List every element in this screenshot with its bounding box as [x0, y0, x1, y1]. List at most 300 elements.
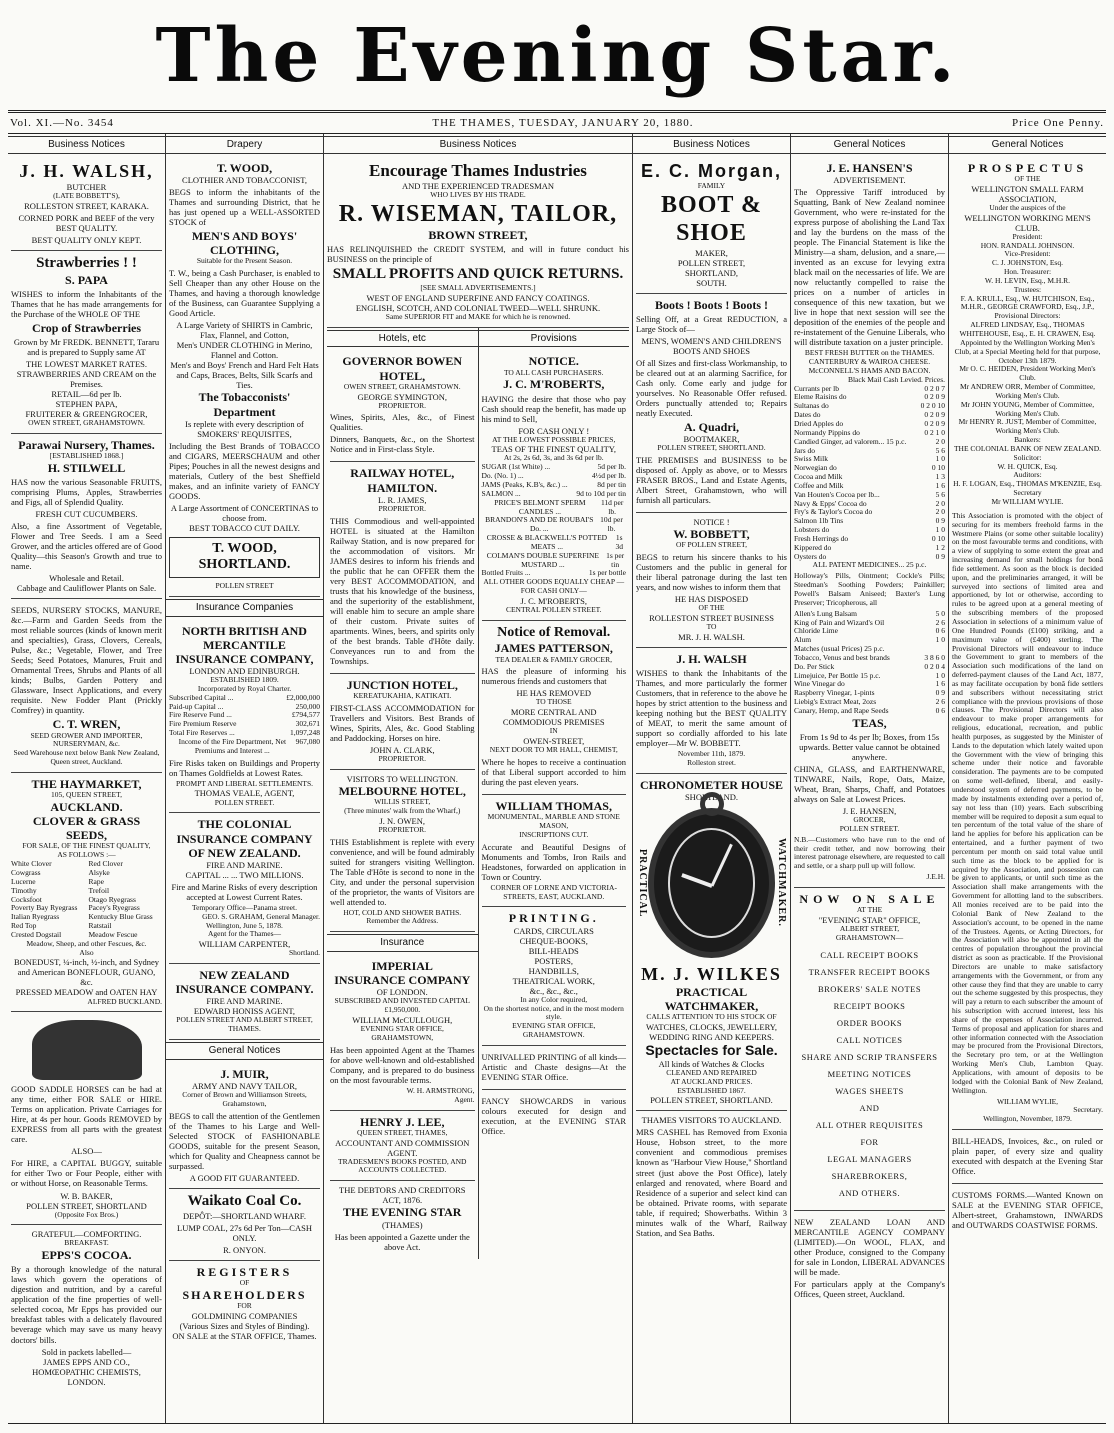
ad-line: MR. J. H. WALSH.	[678, 631, 745, 642]
price-item: Kippered do	[794, 542, 832, 552]
seed-item: Red Clover	[88, 859, 123, 869]
seed-item: Lucerne	[11, 876, 36, 886]
ad-junction-hotel	[330, 674, 475, 770]
column-4	[633, 134, 791, 1423]
ad-line: OF	[239, 1277, 250, 1287]
ad-line: Shortland.	[288, 948, 320, 958]
section-heading: Insurance Companies	[166, 599, 323, 617]
ad-line: GEO. S. GRAHAM, General Manager.	[202, 911, 320, 921]
ad-text: This Association is promoted with the object of securing for its members freehold farms in the Westmere Plains (or some other suitable locality) on the most favourable terms and conditions, with a view of supplying to some extent the great and increasing demand for small holdings for bonâ fide settlement. As soon as the block is decided upon, and the preliminaries arranged, it will be surveyed into sections of limited area and apportioned, by lot or otherwise, according to rules to be agreed upon at a general meeting of the subscribing members of the proposed Association in selections of a minimum value of One Hundred Pounds (£100) striking, and a maximum value of (£400) sterling. The Provisional Directors will endeavour to induce the Government to grant to members of the Association such modifications of the land on deferred-payment clauses of the Land Act, 1877, as may facilitate occupation by bonâ fide settlers and subscribers without necessitating strict compliance with the previous provisions of those clauses. The Provisional Directors will also endeavour to make proper arrangements for religious, educational, recreation, and public health purposes, as suggested by the Minister of Lands to the deputation which lately waited upon the Government with the view of bringing this scheme under their notice and favorable consideration. The payments are to be computed on some well-defined, liberal, and easily-understood system of deferred payments, to be made by instalments extending over a period of, say not less than (10) years. Each subscribing member will be required to deposit a sum equal to ten percentum of the total value of the share of land he applies for before his application can be entertained, and a further payment of two percentum per month on said total value until such time as the block to be applied for is acquired by the Association, and possession can be given to applicants, or until such time as the Association shall make arrangements with the Government for allotting land to the subscribers. All monies received are to be paid into the Colonial Bank of New Zealand to the Association's account, to be opened in the name of the Trustees. Agents, or Acting Directors, for the Association will also be appointed in all the centres of population throughout the provincial district as soon as practicable. If the Provisional Directors are unable to make satisfactory arrangements with the Government, or from any other cause they find that they are unable to carry out the scheme suggested by this prospectus, they will pay a return to each subscriber the amount of his subscription with accrued interest, less his share of the expenses of Association incurred. Terms of proposal and application for shares and other information connected with the Association may be procured from the Provisional Directors, the Secretary pro tem, or at the Wellington Working Men's Club, Lambton Quay. Applications, with amount of deposits to be lodged with the Colonial Bank of New Zealand, Wellington.	[952, 510, 1103, 1095]
ad-mcroberts	[482, 350, 627, 620]
ad-governor-bowen	[330, 350, 475, 462]
ad-line: L. R. JAMES,	[378, 494, 427, 505]
ad-line: BROWN STREET,	[428, 228, 528, 243]
ad-title: Waikato Coal Co.	[187, 1192, 302, 1209]
ad-line: (THAMES)	[381, 1219, 423, 1230]
ad-line: BOOTMAKER,	[683, 434, 740, 445]
ad-text: Accurate and Beautiful Designs of Monuments and Tombs, Iron Rails and Headstones, forwarded on application in Town or Country.	[481, 841, 626, 882]
price-item: Salmon 1lb Tins	[794, 516, 844, 526]
seed-item: Red Top	[11, 921, 37, 931]
ad-line: INSURANCE COMPANY	[334, 973, 471, 988]
column-5	[791, 134, 949, 1423]
ad-line: (Opposite Fox Bros.)	[54, 1209, 119, 1219]
ad-title: CHRONOMETER HOUSE	[639, 777, 783, 792]
ad-line: Temporary Office—Panama street.	[192, 902, 297, 912]
ad-line: All kinds of Watches & Clocks	[658, 1058, 765, 1069]
seed-item: Rape	[88, 876, 104, 886]
ad-line: Suitable for the Present Season.	[196, 256, 293, 266]
ad-line: AT THE LOWEST POSSIBLE PRICES,	[492, 434, 616, 444]
ad-title: NEW ZEALAND INSURANCE COMPANY.	[175, 968, 314, 997]
ad-title: THAMES VISITORS TO AUCKLAND.	[641, 1115, 782, 1126]
sale-item: ALL OTHER REQUISITES	[815, 1119, 924, 1130]
ad-line: A. Quadri,	[683, 419, 739, 434]
ad-title: J. E. HANSEN'S	[826, 160, 913, 175]
ad-text: SEEDS, NURSERY STOCKS, MANURE, &c.—Farm and Garden Seeds from the most reliable sources (kinds of known merit and specialties), Grass, Clovers, Cereals, Pulse, &c.; Vegetable, Flower, and Tree Seeds; Seed Potatoes, Manures, Fruit and Ornamental Trees, Shrubs and Plants of all kinds; Bulbs, Garden Pottery and Glassware, Insect Applications, and every requisite. New Fodder Plant (Prickly Comfrey) in quantity.	[11, 605, 162, 716]
section-heading: Business Notices	[324, 136, 632, 154]
price-row	[794, 627, 945, 636]
ad-line: W. H. QUICK, Esq.	[997, 461, 1058, 471]
price-value: 9d to 10d per tin	[576, 488, 626, 498]
seed-item: Poverty Bay Ryegrass	[11, 903, 78, 913]
ad-walsh-thanks	[636, 648, 787, 774]
ad-line: ALL OTHER GOODS EQUALLY CHEAP —FOR CASH ONLY—	[483, 577, 625, 596]
ad-haymarket	[11, 773, 162, 1012]
seed-item: Meadow Fescue	[88, 929, 138, 939]
column-1	[8, 134, 166, 1423]
price-value: 2 0	[935, 436, 945, 446]
ad-text: FANCY SHOWCARDS in various colours executed for design and execution, at the EVENING STAR Office.	[481, 1096, 626, 1137]
ad-line: President:	[1012, 231, 1043, 241]
price-item: BRANDON'S AND DE ROUBAI'S Do. ...	[485, 515, 594, 534]
ad-line: MONUMENTAL, MARBLE AND STONE MASON,	[487, 812, 620, 831]
price-item: COLMAN'S DOUBLE SUPERFINE MUSTARD ...	[486, 550, 599, 569]
price-value: 1 2	[935, 542, 945, 552]
ad-line: THEATRICAL WORK,	[512, 975, 595, 986]
price-row	[482, 516, 627, 534]
ad-title: THE HAYMARKET,	[31, 777, 142, 791]
ad-title: Boots ! Boots ! Boots !	[655, 297, 768, 312]
price-item: Lobsters do	[794, 525, 830, 535]
price-row	[794, 438, 945, 447]
ad-chronometer-house	[636, 774, 787, 1112]
column-3-subcolumns	[327, 328, 629, 1259]
ad-printing	[482, 907, 627, 1045]
price-value: 1s 3d	[615, 533, 623, 551]
ad-line: TEA DEALER & FAMILY GROCER,	[495, 654, 613, 664]
ad-line: NEXT DOOR TO MR HALL, CHEMIST,	[489, 745, 618, 755]
column-3-wide	[324, 134, 633, 1423]
ad-line: RETAIL—6d per lb.	[51, 389, 122, 400]
ad-text: Dinners, Banquets, &c., on the Shortest Notice and in First-class Style.	[330, 434, 475, 455]
ad-line: GRATEFUL—COMFORTING.	[31, 1229, 142, 1240]
ad-line: BOOT & SHOE	[661, 191, 762, 247]
price-value: 5d per lb.	[597, 462, 626, 472]
ad-text: Selling Off, at a Great REDUCTION, a Large Stock of—	[636, 313, 787, 334]
ad-line: OF THE	[1014, 173, 1041, 183]
ad-line: Rolleston street.	[687, 757, 736, 767]
seed-item: Crested Dogstail	[11, 929, 62, 939]
ad-line: WATCHES, CLOCKS, JEWELLERY, WEDDING RING AND KEEPERS.	[646, 1022, 777, 1043]
horse-carriage-illustration	[32, 1020, 142, 1080]
ad-line: TEAS,	[852, 715, 887, 730]
ad-text: Holloway's Pills, Ointment; Cockle's Pills; Steedman's Soothing Powders; Painkiller; Powell's Balsam Aniseed; Baxter's Lung Preserver; Tricopherous, all	[794, 571, 945, 607]
sale-item: SHARE AND SCRIP TRANSFERS	[801, 1051, 938, 1062]
price-table	[794, 610, 945, 716]
ad-line: STRAWBERRIES AND CREAM on the Premises.	[16, 369, 157, 390]
ad-line: POLLEN STREET,	[677, 257, 746, 268]
ad-line: INSCRIPTIONS CUT.	[519, 829, 589, 839]
ad-line: JAMES PATTERSON,	[494, 641, 613, 656]
seed-item: Italian Ryegrass	[11, 912, 60, 922]
price-row	[482, 534, 627, 552]
price-row	[482, 499, 627, 517]
ad-registers	[169, 1261, 320, 1346]
ad-line: ADVERTISEMENT.	[833, 174, 906, 185]
section-heading: Business Notices	[8, 136, 165, 154]
price-item: Fire Reserve Fund ...	[169, 710, 232, 720]
ad-line: Also	[79, 947, 94, 957]
ad-line: IN	[549, 726, 558, 736]
ad-line: THOMAS VEALE, AGENT,	[194, 788, 295, 799]
ad-text: Fire Risks taken on Buildings and Property on Thames Goldfields at Lowest Rates.	[169, 757, 320, 778]
ad-line: LONDON.	[67, 1376, 106, 1387]
ad-line: R. ONYON.	[223, 1244, 266, 1255]
volume-number: Vol. XI.—No. 3454	[10, 116, 114, 129]
ad-line: AS FOLLOWS :—	[57, 850, 116, 860]
price-item: Fire Premium Reserve	[169, 719, 237, 729]
price-value: 250,000	[295, 701, 320, 711]
ad-line: Wellington, November, 1879.	[983, 1114, 1072, 1124]
ad-text: THE PREMISES and BUSINESS to be disposed of. Apply as above, or to Messrs FRASER BROS., Land and Estate Agents, Albert Street, Grahamstown, who will furnish all particulars.	[636, 454, 787, 505]
ad-waikato-coal	[169, 1189, 320, 1261]
seed-item: Trefoil	[88, 885, 110, 895]
ad-line: WELLINGTON SMALL FARM ASSOCIATION,	[971, 183, 1084, 204]
ad-line: R. WISEMAN, TAILOR,	[338, 200, 618, 227]
ad-text: Also, a fine Assortment of Vegetable, Flower and Tree Seeds. I am a Seed Grower, and the articles offered are of Good Quality—this Season's Growth and true to name.	[11, 521, 162, 572]
section-heading: Drapery	[166, 136, 323, 154]
price-item: Cocoa and Milk	[794, 472, 843, 482]
price-value: 1 6	[935, 480, 945, 490]
ad-line: CALLS ATTENTION TO HIS STOCK OF	[646, 1012, 777, 1022]
ad-line: Mr ANDREW ORR, Member of Committee, Working Men's Club.	[959, 382, 1096, 400]
price-value: 967,080	[295, 736, 320, 746]
ad-line: AND THE EXPERIENCED TRADESMAN	[402, 180, 554, 191]
ad-text: CORNED PORK and BEEF of the very BEST QUALITY.	[18, 212, 155, 233]
ad-title: PROSPECTUS	[967, 160, 1088, 175]
price-table	[794, 385, 945, 562]
ad-line: [SEE SMALL ADVERTISEMENTS.]	[420, 282, 536, 292]
ad-line: WELLINGTON WORKING MEN'S CLUB.	[964, 212, 1091, 233]
sale-item: MEETING NOTICES	[827, 1068, 912, 1079]
ad-text: By a thorough knowledge of the natural laws which govern the operations of digestion and nutrition, and by a careful application of the fine properties of well-selected cocoa, Mr Epps has provided our breakfast tables with a delicately flavoured beverage which may save us many heavy doctors' bills.	[11, 1264, 162, 1345]
ad-north-british	[169, 620, 320, 814]
ad-text: HAS now the various Seasonable FRUITS, comprising Plums, Apples, Strawberries and Figs, all of Splendid Quality.	[11, 477, 162, 508]
ad-line: ROLLESTON STREET, KARAKA.	[24, 200, 149, 211]
ad-small-farm-prospectus	[952, 157, 1103, 1130]
price-item: Alum	[794, 635, 812, 645]
ad-line: Trustees:	[1013, 284, 1042, 294]
column-2	[166, 134, 324, 1423]
sale-item: SHAREBROKERS,	[831, 1170, 908, 1181]
price-item: Oysters do	[794, 551, 827, 561]
ad-line: BUTCHER	[66, 182, 107, 193]
ad-line: PROPRIETOR.	[378, 753, 427, 763]
ad-line: "EVENING STAR" OFFICE,	[818, 915, 921, 925]
ad-line: On the shortest notice, and in the most modern style.	[483, 1003, 624, 1022]
ad-text: UNRIVALLED PRINTING of all kinds—Artistic and Chaste designs—At the EVENING STAR Office.	[481, 1051, 626, 1082]
ad-line: PROPRIETOR.	[378, 503, 427, 513]
price-value: 2 0	[935, 507, 945, 517]
ad-line: At 2s, 2s 6d, 3s, and 3s 6d per lb.	[503, 453, 604, 463]
ad-line: PRESSED MEADOW and OATEN HAY	[15, 987, 158, 998]
ad-line: CLOVER & GRASS SEEDS,	[32, 814, 141, 843]
ad-line: Mr O. C. HEIDEN, President Working Men's Club.	[959, 364, 1096, 383]
ad-text: CUSTOMS FORMS.—Wanted Known on SALE at the EVENING STAR OFFICE, Albert-street, Grahamstown, INWARDS and OUTWARDS COASTWISE FORMS.	[952, 1190, 1103, 1231]
price-table-header: Black Mail Cash Levied. Prices.	[847, 374, 945, 384]
seed-item: Alsyke	[88, 868, 110, 877]
ad-walsh-butcher	[11, 157, 162, 251]
ad-line: AT AUCKLAND PRICES.	[670, 1076, 753, 1086]
price-value: 5 6	[935, 445, 945, 455]
ad-line: 105, QUEEN STREET,	[50, 790, 123, 800]
ad-line: PROMPT AND LIBERAL SETTLEMENTS.	[175, 778, 314, 788]
ad-line: POLLEN STREET, SHORTLAND	[26, 1200, 147, 1211]
ad-line: SHORTLAND,	[684, 267, 739, 278]
ad-line: In any Color required,	[520, 994, 588, 1004]
ad-line: GEORGE SYMINGTON,	[357, 391, 448, 402]
ad-line: Agent for the Thames—	[208, 929, 281, 939]
ad-line: WILLIAM CARPENTER,	[198, 939, 291, 950]
ad-line: Meadow, Sheep, and other Fescues, &c.	[26, 938, 147, 948]
price-item: CROSSE & BLACKWELL'S POTTED MEATS ...	[486, 533, 608, 551]
ad-line: EDWARD HONISS AGENT,	[193, 1006, 296, 1017]
price-item: Coffee and Milk	[794, 480, 844, 490]
ad-line: HE HAS DISPOSED	[674, 594, 749, 605]
ad-text: BILL-HEADS, Invoices, &c., on ruled or plain paper, of every size and quality executed with despatch at the Evening Star Office.	[952, 1136, 1103, 1177]
ad-line: [ESTABLISHED 1868.]	[49, 451, 124, 461]
ad-line: ROLLESTON STREET BUSINESS	[649, 612, 774, 623]
ad-line: ALL PATENT MEDICINES... 25 p.c.	[812, 560, 927, 570]
ad-text: For particulars apply at the Company's Offices, Queen street, Auckland.	[794, 1279, 945, 1300]
price-item: Swiss Milk	[794, 454, 828, 464]
price-value: 0 2 0 4	[924, 661, 945, 671]
ad-line: Incorporated by Royal Charter.	[197, 683, 292, 693]
ad-line: AT THE	[856, 905, 883, 915]
price-value: 0 9	[935, 688, 945, 698]
ad-nz-loan	[794, 1211, 945, 1306]
vertical-label: PRACTICAL	[636, 848, 648, 918]
ad-line: GRAHAMSTOWN.	[522, 1030, 585, 1040]
price-value: 11d per lb.	[600, 497, 624, 516]
ad-line: OWEN STREET, GRAHAMSTOWN.	[28, 418, 145, 428]
ad-line: BREAKFAST.	[64, 1238, 109, 1248]
price-item: Norwegian do	[794, 463, 837, 473]
seed-item: Cocksfoot	[11, 894, 42, 904]
ad-text: THIS Establishment is replete with every convenience, and will be found admirably suited for strangers visiting Wellington. The Table d'Hôte is second to none in the City, and under the personal supervision of the proprietor, the wants of Visitors are well attended to.	[330, 836, 475, 907]
ad-title: Strawberries ! !	[36, 254, 137, 271]
ad-line: SEED GROWER AND IMPORTER, NURSERYMAN, &c.	[30, 730, 143, 749]
ad-text: LUMP COAL, 27s 6d Per Ton—CASH ONLY.	[177, 1222, 312, 1243]
price-value: 1s per bottle	[588, 568, 626, 578]
ad-line: THE COLONIAL BANK OF NEW ZEALAND.	[953, 443, 1102, 453]
ad-title: GOVERNOR BOWEN HOTEL,	[342, 354, 463, 383]
price-item: Total Fire Reserves ...	[169, 728, 235, 738]
ad-line: H. F. LOGAN, Esq., THOMAS M'KENZIE, Esq.	[953, 479, 1102, 489]
ad-line: CORNER OF LORNE AND VICTORIA-STREETS, EAST, AUCKLAND.	[490, 882, 617, 901]
price-row	[169, 738, 320, 756]
ad-line: W. H. LEVIN, Esq., M.H.R.	[984, 275, 1071, 285]
ad-line: Auditors:	[1013, 470, 1042, 480]
ad-text: THIS Commodious and well-appointed HOTEL is situated at the Hamilton Railway Station, and is now prepared for the accommodation of visitors. Mr JAMES desires to inform his friends and the public that he can OFFER them the very BEST ACCOMMODATION, and trusts that his knowledge of the business, and the superiority of the establishment, will enable him to secure an ample share of their custom. Private suites of apartments. Wines, beers, and spirits only of the best brands. Table d'Hôte daily. Conveyances run to and from the Townships.	[330, 515, 475, 666]
ad-text: Grown by Mr FREDK. BENNETT, Tararu and is prepared to Supply same AT	[13, 337, 160, 358]
ad-line: CLEANED AND REPAIRED	[666, 1067, 757, 1077]
ad-railway-hotel	[330, 462, 475, 673]
ad-title: WILLIAM THOMAS,	[495, 799, 612, 814]
ad-line: The Tobacconists' Department	[198, 390, 291, 419]
price-item: Candied Ginger, ad valorem... 15 p.c.	[794, 436, 907, 446]
ad-title: THE COLONIAL INSURANCE COMPANY OF NEW ZEALAND.	[176, 817, 313, 860]
ad-line: EVENING STAR OFFICE,	[512, 1021, 596, 1031]
ad-patterson-removal	[482, 621, 627, 795]
seed-item: Timothy	[11, 885, 37, 895]
ad-line: Same SUPERIOR FIT and MAKE for which he is renowned.	[385, 311, 571, 321]
sale-item: CALL RECEIPT BOOKS	[820, 949, 919, 960]
ad-line: QUEEN STREET, THAMES,	[356, 1127, 448, 1137]
price-item: Normandy Pippins do	[794, 427, 860, 437]
ad-title: Parawai Nursery, Thames.	[18, 437, 155, 452]
ad-title: EPPS'S COCOA.	[41, 1248, 132, 1263]
ad-line: H. STILWELL	[47, 460, 126, 475]
seed-item: Otago Ryegrass	[88, 894, 136, 904]
ad-line: POLLEN STREET.	[214, 797, 275, 807]
ad-line: HANDBILLS,	[528, 965, 579, 976]
price-item: PRICE'S BELMONT SPERM CANDLES ...	[494, 497, 586, 516]
ad-line: THE DEBTORS AND CREDITORS ACT, 1876.	[339, 1185, 466, 1206]
ad-line: W. H. ARMSTRONG,	[406, 1085, 475, 1095]
ad-line: ACCOUNTANT AND COMMISSION AGENT.	[335, 1137, 470, 1158]
ad-title: NOTICE !	[693, 516, 730, 527]
ad-bill-heads	[952, 1130, 1103, 1184]
ad-text: T. W., being a Cash Purchaser, is enabled to Sell Cheaper than any other House on the Thames, and having a thorough knowledge of the Business, can Guarantee Supplying a Good Article.	[169, 268, 320, 319]
ad-line: S. PAPA	[65, 272, 108, 287]
ad-line: CAPITAL ... ... TWO MILLIONS.	[185, 869, 304, 880]
ad-line: J. E. HANSEN,	[842, 806, 897, 817]
ad-line: Is replete with every description of SMOKERS' REQUISITES,	[185, 418, 304, 439]
ad-line: ALBERT STREET,	[839, 924, 900, 934]
ad-title: MELBOURNE HOTEL,	[338, 783, 466, 798]
sale-item: AND OTHERS.	[838, 1187, 901, 1198]
ad-line: ENGLISH, SCOTCH, AND COLONIAL TWEED—WELL SHRUNK.	[355, 302, 601, 313]
section-heading: Provisions	[479, 330, 630, 348]
columns	[8, 134, 1106, 1424]
ad-line: Crop of Strawberries	[31, 320, 142, 335]
ad-title: PRINTING.	[508, 911, 599, 926]
ad-text: From 1s 9d to 4s per lb; Boxes, from 15s upwards. Better value cannot be obtained anywhere.	[799, 731, 940, 762]
ad-line: FOR CASH ONLY !	[518, 425, 590, 436]
ad-text: WISHES to thank the Inhabitants of the Thames, and more particularly the former Customers, that in reference to the above he hopes by strict attention to the business and keeping nothing but the BEST QUALITY of MEAT, to merit the same amount of support so cordially afforded to his late employer—Mr W. BOBBETT.	[636, 667, 787, 749]
ad-line: BEST QUALITY ONLY KEPT.	[31, 234, 142, 245]
ad-line: SOUTH.	[696, 277, 727, 288]
ad-line: JAMES EPPS AND CO.,	[43, 1356, 130, 1367]
section-heading: General Notices	[791, 136, 948, 154]
price-item: Income of the Fire Department, Net Premiums and Interest ...	[178, 736, 287, 755]
ad-line: Corner of Brown and Williamson Streets, Grahamstown,	[182, 1090, 307, 1108]
ad-line: BEST TOBACCO CUT DAILY.	[189, 522, 300, 533]
price-value: 0 2 0 9	[924, 410, 945, 420]
ad-line: MEN'S AND BOYS' CLOTHING,	[191, 229, 298, 258]
price-value: 0 2 1 0	[924, 427, 945, 437]
price-value: 1 3	[935, 472, 945, 482]
ad-henry-lee	[330, 1111, 475, 1182]
price-value: 3 8 6 0	[924, 652, 945, 662]
ad-line: Spectacles for Sale.	[645, 1042, 778, 1059]
sale-item: TRANSFER RECEIPT BOOKS	[808, 966, 931, 977]
price-value: 5 0	[935, 608, 945, 618]
ad-text: MRS CASHEL has Removed from Exonia House, Hobson street, to the more convenient and commodious premises known as "Harbour View House," Shortland street (just above the Post Office), lately enlarged and renovated, where Board and Residence of a superior and select kind can be obtained. Private rooms, with separate table, if required; Showerbaths. Within 3 minutes walk of the Wharf, Railway Station, and Sea Baths.	[636, 1127, 787, 1238]
ad-wiseman-tailor	[327, 157, 629, 328]
ad-line: PROPRIETOR.	[378, 400, 427, 410]
ad-text: HAS the pleasure of informing his numerous friends and customers that	[481, 666, 626, 687]
ad-line: SUBSCRIBED AND INVESTED CAPITAL £1,950,000.	[334, 996, 470, 1015]
price-item: Jars do	[794, 445, 816, 455]
ad-line: (LATE BOBBETT'S),	[53, 191, 120, 201]
ad-line: A Large Variety of SHIRTS in Cambric, Flax, Flannel, and Cotton,	[176, 320, 313, 341]
sale-items-list	[794, 950, 945, 1198]
ad-line: SHORTLAND.	[684, 791, 739, 802]
ad-title: Encourage Thames Industries	[369, 160, 587, 180]
ad-line: LONDON AND EDINBURGH.	[189, 666, 300, 676]
ad-line: TO THOSE	[535, 697, 572, 707]
ad-line: BONEDUST, ¼-inch, ½-inch, and Sydney and American BONEFLOUR, GUANO, &c.	[13, 957, 160, 988]
ad-line: TRADESMEN'S BOOKS POSTED, AND ACCOUNTS COLLECTED.	[338, 1156, 467, 1175]
ad-cashel	[636, 1111, 787, 1244]
ad-line: C. T. WREN,	[52, 717, 121, 732]
ad-line: Provisional Directors:	[994, 311, 1061, 321]
ad-line: A GOOD FIT GUARANTEED.	[189, 1172, 300, 1183]
ad-line: WEST OF ENGLAND SUPERFINE AND FANCY COATINGS.	[366, 292, 590, 303]
seed-item: Pacey's Ryegrass	[88, 903, 140, 913]
price-item: Chloride Lime	[794, 626, 838, 636]
ad-title: J. H. WALSH	[676, 651, 747, 666]
ad-line: ESTABLISHED 1867.	[677, 1085, 746, 1095]
ad-line: C. J. JOHNSTON, Esq.	[992, 258, 1063, 268]
ad-text: Has been appointed a Gazette under the above Act.	[334, 1231, 470, 1252]
ad-line: Seed Warehouse next below Bank New Zealand, Queen street, Auckland.	[13, 748, 160, 767]
vertical-label: WATCHMAKER.	[776, 838, 787, 928]
ad-line: Solicitor:	[1013, 452, 1042, 462]
section-heading: General Notices	[166, 1042, 323, 1060]
price-item: Allen's Lung Balsam	[794, 608, 858, 618]
ad-title: NOW ON SALE	[799, 892, 940, 906]
column-3b	[479, 328, 630, 1259]
price-item: King of Pain and Wizard's Oil	[794, 617, 885, 627]
price-value: 1 0	[935, 525, 945, 535]
ad-line: STEPHEN PAPA,	[55, 399, 118, 410]
ad-line: Secretary	[1013, 488, 1042, 498]
ad-line: OF POLLEN STREET,	[676, 540, 747, 550]
ad-customs-forms	[952, 1184, 1103, 1237]
ad-unrivalled-printing	[482, 1046, 627, 1090]
ad-line: Bankers:	[1014, 435, 1041, 445]
price-item: Dried Apples do	[794, 418, 844, 428]
ad-text: HAVING the desire that those who pay Cash should reap the benefit, has made up his mind to Sell,	[481, 393, 626, 424]
pocket-watch-icon	[648, 808, 775, 958]
ad-line: A Large Assortment of CONCERTINAS to choose from.	[170, 502, 319, 523]
ad-line: ESTABLISHED 1809.	[210, 675, 279, 685]
ad-line: AUCKLAND.	[50, 800, 123, 814]
price-item: Van Houten's Cocoa per lb...	[794, 489, 880, 499]
